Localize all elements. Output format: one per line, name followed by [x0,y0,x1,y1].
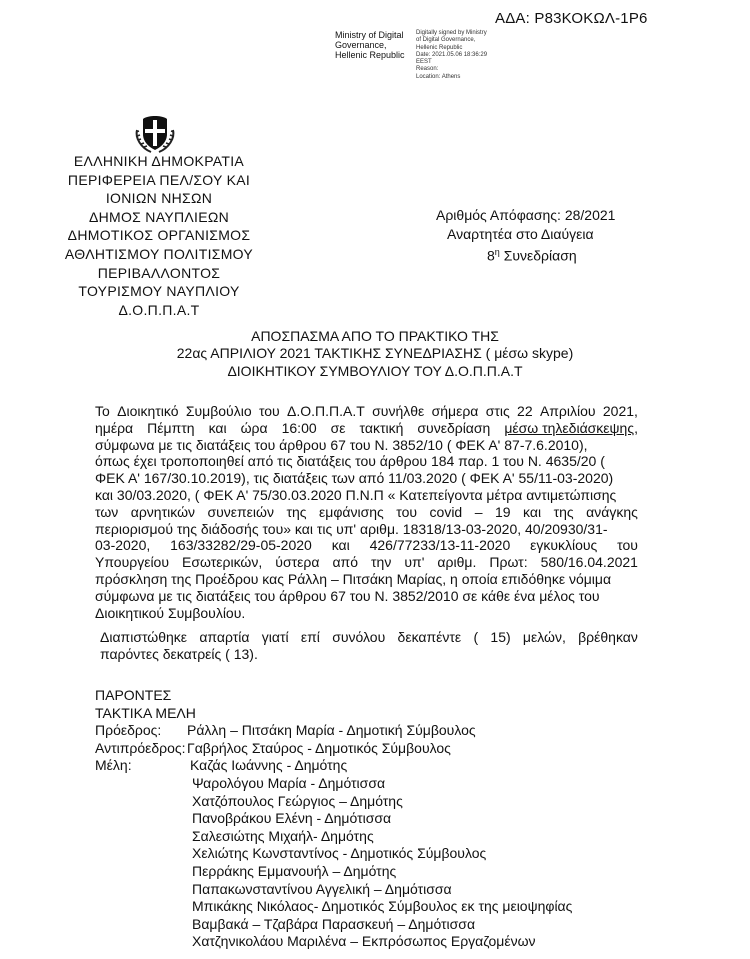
body-word: βρέθηκαν [578,629,638,645]
body-word: και [331,537,350,554]
body-word: Συμβούλιο [185,403,252,419]
body-line [95,403,638,420]
body-word: Δ.Ο.Π.Π.Α.Τ [287,403,365,419]
member-name: Βαμβακά – Τζαβάρα Παρασκευή – Δημότισσα [192,915,476,932]
member-name: Χελιώτης Κωνσταντίνος - Δημοτικός Σύμβουλος [192,845,487,862]
body-word: covid [429,503,463,520]
header-line: ΠΕΡΙΦΕΡΕΙΑ ΠΕΛ/ΣΟΥ ΚΑΙ [67,171,251,188]
body-word: συνεδρίαση [417,419,491,436]
body-word: 580/16.04.2021 [540,554,638,571]
body-line: Διοικητικού Συμβουλίου. [95,604,246,621]
signature-detail-line: Hellenic Republic [416,44,463,51]
body-word: Πρωτ: [489,554,528,571]
signature-signer-line: Governance, [335,40,387,50]
title-line: ΑΠΟΣΠΑΣΜΑ ΑΠΟ ΤΟ ΠΡΑΚΤΙΚΟ ΤΗΣ [251,328,499,344]
quorum-line: παρόντες δεκατρείς ( 13). [100,646,258,663]
body-word: σε [330,419,346,436]
body-word: 19 [494,503,511,520]
authority-header [40,152,278,319]
member-role: Μέλη: [95,757,132,774]
session-word: Συνεδρίαση [499,247,577,264]
body-word: 03-2020, [95,537,151,554]
member-name: Ψαρολόγου Μαρία - Δημότισσα [192,774,386,791]
body-word: 2021, [602,403,638,419]
body-word: Υπουργείου [95,554,169,571]
body-word: δεκαπέντε [397,629,462,645]
signature-detail-line: EEST [416,59,432,66]
header-line: ΑΘΛΗΤΙΣΜΟΥ ΠΟΛΙΤΙΣΜΟΥ [64,245,254,262]
signature-details [416,30,487,81]
header-line: ΔΗΜΟΣ ΝΑΥΠΛΙΕΩΝ [88,208,230,225]
body-word: αριθμ. [437,554,477,571]
body-word: συνόλου [332,629,386,645]
signature-signer [335,30,405,60]
body-word: στις [485,403,510,419]
member-name: Περράκης Εμμανουήλ – Δημότης [192,862,397,879]
body-line: σύμφωνα με τις διατάξεις του άρθρου 67 του Ν. 3852/10 ( ΦΕΚ Α' 87-7.6.2010), [95,436,588,453]
header-line: ΤΟΥΡΙΣΜΟΥ ΝΑΥΠΛΙΟΥ [78,283,240,300]
body-line: σύμφωνα με τις διατάξεις του άρθρου 67 του Ν. 3852/2010 σε κάθε ένα μέλος του [95,587,600,604]
title-line: ΔΙΟΙΚΗΤΙΚΟΥ ΣΥΜΒΟΥΛΙΟΥ ΤΟΥ Δ.Ο.Π.Π.Α.Τ [227,362,523,379]
header-line: ΕΛΛΗΝΙΚΗ ΔΗΜΟΚΡΑΤΙΑ [73,153,245,169]
body-line [95,420,638,437]
member-name: Καζάς Ιωάννης - Δημότης [190,757,348,774]
body-underlined-phrase: μέσω τηλεδιάσκεψης, [504,419,638,436]
body-paragraph [95,403,638,621]
body-line: ΦΕΚ Α' 167/30.10.2019), τις διατάξεις των από 11/03.2020 ( ΦΕΚ Α' 55/11-03-2020) [95,470,614,487]
header-line: ΙΟΝΙΩΝ ΝΗΣΩΝ [105,190,213,207]
body-word: του [396,503,418,520]
body-word: ύστερα [275,554,320,571]
session-ordinal: 8 [487,247,495,264]
body-word: εμφάνισης [319,503,384,520]
member-name: Πανοβράκου Ελένη - Δημότισσα [192,810,392,827]
body-word: της [553,503,574,520]
member-name: Χατζόπουλος Γεώργιος – Δημότης [192,792,403,809]
body-word: Απριλίου [539,403,596,419]
body-word: τακτική [359,419,404,436]
body-word: του [617,537,638,554]
body-word: Εσωτερικών, [182,554,263,571]
body-word: ( [473,629,479,645]
header-line: ΔΗΜΟΤΙΚΟΣ ΟΡΓΑΝΙΣΜΟΣ [67,227,251,244]
body-word: 16:00 [281,419,317,436]
body-word: υπ' [404,554,425,571]
body-word: – [474,503,483,520]
body-word: Το [95,403,110,419]
body-line: και 30/03.2020, ( ΦΕΚ Α' 75/30.03.2020 Π.Ν.Π « Κατεπείγοντα μέτρα αντιμετώπισης [95,486,617,503]
body-word: συνήλθε [372,403,425,419]
signature-detail-line: Reason: [416,66,439,73]
body-word: 163/33282/29-05-2020 [170,537,312,554]
member-name: Χατζηνικολάου Μαριλένα – Εκπρόσωπος Εργαζομένων [192,933,536,950]
body-line [95,504,638,521]
body-word: επί [300,629,320,645]
greek-coat-of-arms-icon [133,110,177,154]
body-word: της [286,503,307,520]
member-role: Αντιπρόεδρος: [95,739,186,756]
body-word: απαρτία [199,629,250,645]
member-name: Παπακωνσταντίνου Αγγελική – Δημότισσα [192,880,452,897]
signature-signer-line: Ministry of Digital [335,30,404,40]
body-word: σήμερα [431,403,479,419]
body-word: από [332,554,358,571]
body-word: 15) [490,629,511,645]
header-line: ΠΕΡΙΒΑΛΛΟΝΤΟΣ [97,264,221,281]
body-line: όπως έχει τροποποιηθεί από τις διατάξεις του άρθρου 184 παρ. 1 του Ν. 4635/20 ( [95,453,605,470]
body-word: την [371,554,392,571]
decision-info [436,206,636,265]
body-word: και [208,419,227,436]
signature-signer-line: Hellenic Republic [335,50,405,60]
quorum-line [95,629,638,646]
body-word: των [95,503,119,520]
body-word: ώρα [240,419,268,436]
session-number [436,243,636,265]
member-role: Πρόεδρος: [95,722,162,739]
member-name: Σαλεσιώτης Μιχαήλ- Δημότης [192,827,374,844]
body-word: Πέμπτη [147,419,195,436]
body-word: και [523,503,542,520]
title-line: 22ας ΑΠΡΙΛΙΟΥ 2021 ΤΑΚΤΙΚΗΣ ΣΥΝΕΔΡΙΑΣΗΣ ( μέσω skype) [176,345,574,362]
body-word: αρνητικών [130,503,195,520]
present-heading-text: ΠΑΡΟΝΤΕΣ [95,687,172,703]
ada-code: ΑΔΑ: Ρ83ΚΟΚΩΛ-1Ρ6 [495,10,648,27]
body-line: περιορισμού της διάδοσής του» και τις υπ' αριθμ. 18318/13-03-2020, 40/20930/31- [95,520,608,537]
body-word: γιατί [261,629,289,645]
member-name: Γαβρήλος Σταύρος - Δημοτικός Σύμβουλος [187,739,451,756]
signature-detail-line: Digitally signed by Ministry [416,30,487,36]
session-ordinal-suffix: η [494,247,500,258]
document-title [60,328,690,380]
body-word: ημέρα [95,419,134,436]
body-word: ανάγκης [586,503,638,520]
body-word: μελών, [522,629,566,645]
body-word: Διαπιστώθηκε [100,629,188,645]
member-name: Ράλλη – Πιτσάκη Μαρία - Δημοτική Σύμβουλος [187,722,476,739]
signature-detail-line: Date: 2021.05.06 18:36:29 [416,51,488,58]
body-line [95,537,638,554]
regular-members-heading-text: ΤΑΚΤΙΚΑ ΜΕΛΗ [95,704,196,721]
body-line [95,554,638,571]
body-word: εγκυκλίους [530,537,598,554]
diavgeia-note: Αναρτητέα στο Διαύγεια [447,225,594,242]
body-word: Διοικητικό [117,403,179,419]
header-line: Δ.Ο.Π.Π.Α.Τ [118,301,200,318]
member-name: Μπικάκης Νικόλαος- Δημοτικός Σύμβουλος εκ της μειοψηφίας [192,898,573,915]
body-word: 426/77233/13-11-2020 [369,537,511,554]
signature-detail-line: of Digital Governance, [416,37,476,44]
decision-number: Αριθμός Απόφασης: 28/2021 [436,207,616,223]
body-line: πρόσκληση της Προέδρου κας Ράλλη – Πιτσάκη Μαρίας, η οποία επιδόθηκε νόμιμα [95,570,612,587]
quorum-statement [95,629,638,663]
body-word: του [258,403,280,419]
body-word: 22 [517,403,533,419]
signature-detail-line: Location: Athens [416,73,461,80]
body-word: συνεπειών [207,503,274,520]
